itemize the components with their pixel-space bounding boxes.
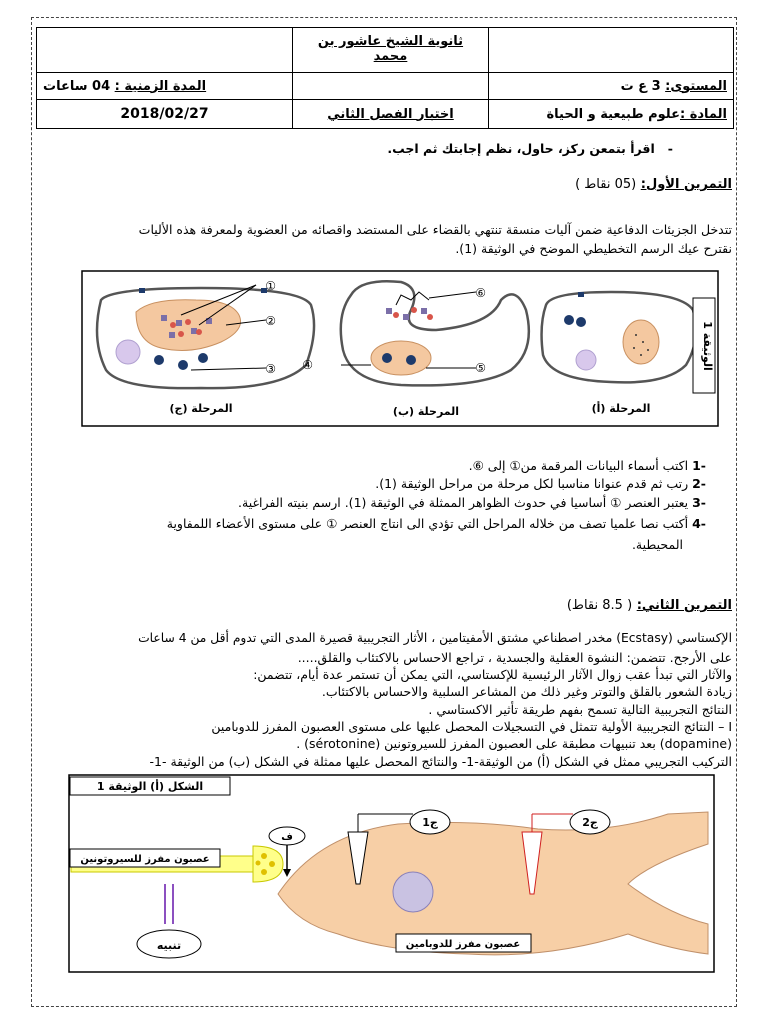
header-mid-empty	[293, 73, 489, 100]
bullet-dash: -	[654, 141, 673, 156]
exercise1-title: التمرين الأول:	[640, 177, 732, 192]
figure-a-title: الشكل (أ) الوثيقة 1	[96, 780, 204, 793]
exercise1-intro-line1: تتدخل الجزيئات الدفاعية ضمن آليات منسقة تنتهي بالقضاء على المستضد واقصائه من العضوية ولمعرفة هذه الأليات	[138, 222, 732, 237]
marker-1: ①	[265, 279, 276, 293]
exercise1-heading	[575, 177, 732, 193]
exercise2-p7: (dopamine) بعد تنبيهات مطبقة على العصبون المفرز للسيروتونين (sérotonine) .	[296, 736, 732, 751]
exercise2-p2: على الأرجح. تتضمن: النشوة العقلية والجسدية ، تراجع الاحساس بالاكتئاب والقلق.....	[297, 650, 732, 665]
question-2-num: -2	[692, 476, 706, 491]
subject-cell	[489, 100, 734, 129]
doc1-label: الوثيقة 1	[701, 321, 714, 371]
exercise2-title: التمرين الثاني:	[636, 598, 732, 613]
stage-a-label: المرحلة (أ)	[591, 402, 651, 415]
c2-label: ج2	[582, 816, 598, 829]
exercise2-p6: I – النتائج التجريبية الأولية تتمثل في التسجيلات المحصل عليها على مستوى العصبون المفرز للدوبامين	[211, 719, 732, 734]
duration-cell	[37, 73, 293, 100]
question-4	[167, 516, 706, 532]
duration-value: 04 ساعات	[43, 78, 111, 94]
dopamine-neuron-nucleus	[393, 872, 433, 912]
f-label: ف	[281, 832, 293, 843]
duration-label: المدة الزمنية :	[114, 78, 207, 94]
stimulus-label: تنبيه	[156, 939, 182, 952]
instruction-line	[387, 141, 673, 157]
header-table	[36, 27, 734, 129]
subject-label: المادة :	[679, 106, 727, 122]
marker-5: ⑤	[475, 361, 486, 375]
question-1	[469, 458, 706, 474]
question-2-text: رتب ثم قدم عنوانا مناسبا لكل مرحلة من مراحل الوثيقة (1).	[375, 476, 689, 491]
figure-a-diagram	[68, 774, 716, 974]
instruction-text: اقرأ بتمعن ركز، حاول، نظم إجابتك ثم اجب.	[387, 141, 655, 156]
exercise1-points: (05 نقاط )	[575, 177, 637, 192]
level-label: المستوى:	[665, 78, 727, 94]
exercise2-points: ( 8.5 نقاط)	[566, 598, 633, 613]
marker-6: ⑥	[475, 286, 486, 300]
school-name: ثانوية الشيخ عاشور بن محمد	[293, 28, 489, 73]
question-1-text: اكتب أسماء البيانات المرقمة من① إلى ⑥.	[468, 458, 689, 473]
level-cell	[489, 73, 734, 100]
question-4-num: -4	[692, 516, 706, 531]
question-3-text: يعتبر العنصر ① أساسيا في حدوث الظواهر الممثلة في الوثيقة (1). ارسم بنيته الفراغية.	[238, 495, 689, 510]
exercise2-p3: والآثار التي تبدأ عقب زوال الآثار الرئيسية للإكستاسي، التي يمكن أن تستمر عدة أيام، تتضمن:	[253, 667, 732, 682]
dopamine-neuron-label: عصبون مفرز للدوبامين	[405, 939, 521, 950]
serotonin-neuron-label: عصبون مفرز للسيروتونين	[80, 854, 210, 865]
exercise2-p4: زيادة الشعور بالقلق والتوتر وغير ذلك من المشاعر السلبية والاحساس بالاكتئاب.	[321, 684, 732, 699]
marker-4: ④	[302, 358, 313, 372]
question-1-num: -1	[692, 458, 706, 473]
question-4-text: أكتب نصا علميا تصف من خلاله المراحل التي تؤدي الى انتاج العنصر ① على مستوى الأعضاء اللمفاوية	[166, 516, 689, 531]
exercise1-intro-line2: نقترح عيك الرسم التخطيطي الموضح في الوثيقة (1).	[455, 241, 732, 256]
document1-figure	[81, 270, 721, 428]
level-value: 3 ع ت	[620, 78, 661, 94]
header-empty-left	[37, 28, 293, 73]
question-4-continuation: المحيطية.	[631, 537, 683, 552]
question-3	[238, 495, 706, 511]
c1-label: ج1	[422, 816, 438, 829]
stage-b-label: المرحلة (ب)	[392, 405, 460, 418]
subject-value: علوم طبيعية و الحياة	[546, 106, 680, 122]
exercise2-p5: النتائج التجريبية التالية تسمح بفهم طريقة تأثير الاكستاسي .	[428, 702, 732, 717]
stage-c-label: المرحلة (ج)	[169, 402, 233, 415]
exam-date: 2018/02/27	[37, 100, 293, 129]
question-3-num: -3	[692, 495, 706, 510]
exercise2-p1: الإكستاسي (Ecstasy) مخدر اصطناعي مشتق الأمفيتامين ، الأثار التجريبية قصيرة المدى التي تدوم أقل من 4 ساعات	[138, 631, 732, 645]
exercise2-heading	[567, 598, 732, 614]
exercise2-p8: التركيب التجريبي ممثل في الشكل (أ) من الوثيقة-1- والنتائج المحصل عليها ممثلة في الشكل (ب) من الوثيقة -1-	[149, 754, 732, 769]
exam-title: اختبار الفصل الثاني	[293, 100, 489, 129]
marker-3: ③	[265, 362, 276, 376]
header-empty-right	[489, 28, 734, 73]
marker-2: ②	[265, 314, 276, 328]
question-2	[375, 476, 706, 492]
